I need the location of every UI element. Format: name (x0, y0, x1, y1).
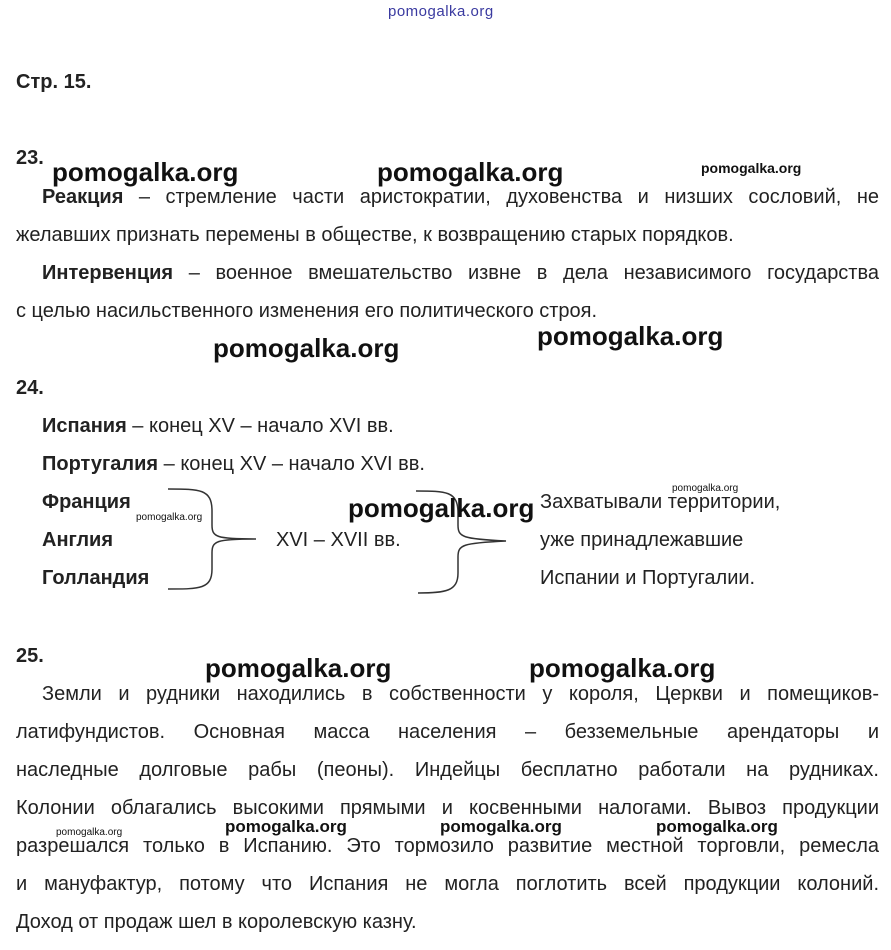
watermark: pomogalka.org (656, 817, 778, 836)
term-intervention: Интервенция (42, 262, 174, 284)
watermark: pomogalka.org (672, 483, 739, 494)
paragraph-line: латифундистов. Основная масса населения – безземельные арендаторы и (16, 721, 879, 743)
paragraph-line: и мануфактур, потому что Испания не могла поглотить всей продукции колоний. (16, 873, 879, 895)
period-portugal: – конец XV – начало XVI вв. (158, 453, 425, 475)
watermark: pomogalka.org (440, 817, 562, 836)
term-intervention-definition-cont: с целью насильственного изменения его политического строя. (16, 300, 598, 322)
watermark: pomogalka.org (377, 157, 564, 187)
colonizer-row-spain (42, 416, 394, 436)
term-intervention-line (42, 263, 879, 283)
paragraph-line: Доход от продаж шел в королевскую казну. (16, 911, 417, 933)
section-24-number: 24. (16, 377, 44, 399)
colonizer-note-line-2: уже принадлежавшие (540, 529, 744, 551)
watermark: pomogalka.org (701, 160, 802, 176)
shared-period: XVI – XVII вв. (276, 529, 401, 551)
watermark: pomogalka.org (348, 493, 535, 523)
country-holland: Голландия (42, 567, 150, 589)
section-25-number: 25. (16, 645, 44, 667)
watermark: pomogalka.org (225, 817, 347, 836)
country-france: Франция (42, 491, 131, 513)
watermark: pomogalka.org (529, 653, 716, 683)
watermark: pomogalka.org (56, 827, 123, 838)
country-portugal: Португалия (42, 453, 159, 475)
term-reaction-line (42, 187, 879, 207)
paragraph-line: разрешался только в Испанию. Это тормозило развитие местной торговли, ремесла (16, 835, 879, 857)
left-brace-diagram (160, 485, 270, 595)
watermark: pomogalka.org (537, 321, 724, 351)
term-reaction-definition: – стремление части аристократии, духовенства и низших сословий, не (123, 186, 879, 208)
term-reaction: Реакция (42, 186, 124, 208)
brace-left (168, 489, 256, 589)
paragraph-line: наследные долговые рабы (пеоны). Индейцы бесплатно работали на рудниках. (16, 759, 879, 781)
paragraph-line: Колонии облагались высокими прямыми и косвенными налогами. Вывоз продукции (16, 797, 879, 819)
colonizer-note-line-3: Испании и Португалии. (540, 567, 756, 589)
colonizer-note-line-1: Захватывали территории, (540, 491, 781, 513)
term-reaction-definition-cont: желавших признать перемены в обществе, к возвращению старых порядков. (16, 224, 734, 246)
watermark: pomogalka.org (205, 653, 392, 683)
colonizer-row-portugal (42, 454, 425, 474)
site-watermark-top: pomogalka.org (388, 3, 494, 20)
period-spain: – конец XV – начало XVI вв. (126, 415, 394, 437)
page-title: Стр. 15. (16, 71, 92, 93)
watermark: pomogalka.org (213, 333, 400, 363)
watermark: pomogalka.org (52, 157, 239, 187)
watermark: pomogalka.org (136, 512, 203, 523)
section-23-number: 23. (16, 147, 44, 169)
term-intervention-definition: – военное вмешательство извне в дела независимого государства (173, 262, 879, 284)
country-england: Англия (42, 529, 114, 551)
country-spain: Испания (42, 415, 127, 437)
paragraph-line: Земли и рудники находились в собственности у короля, Церкви и помещиков- (42, 683, 879, 705)
